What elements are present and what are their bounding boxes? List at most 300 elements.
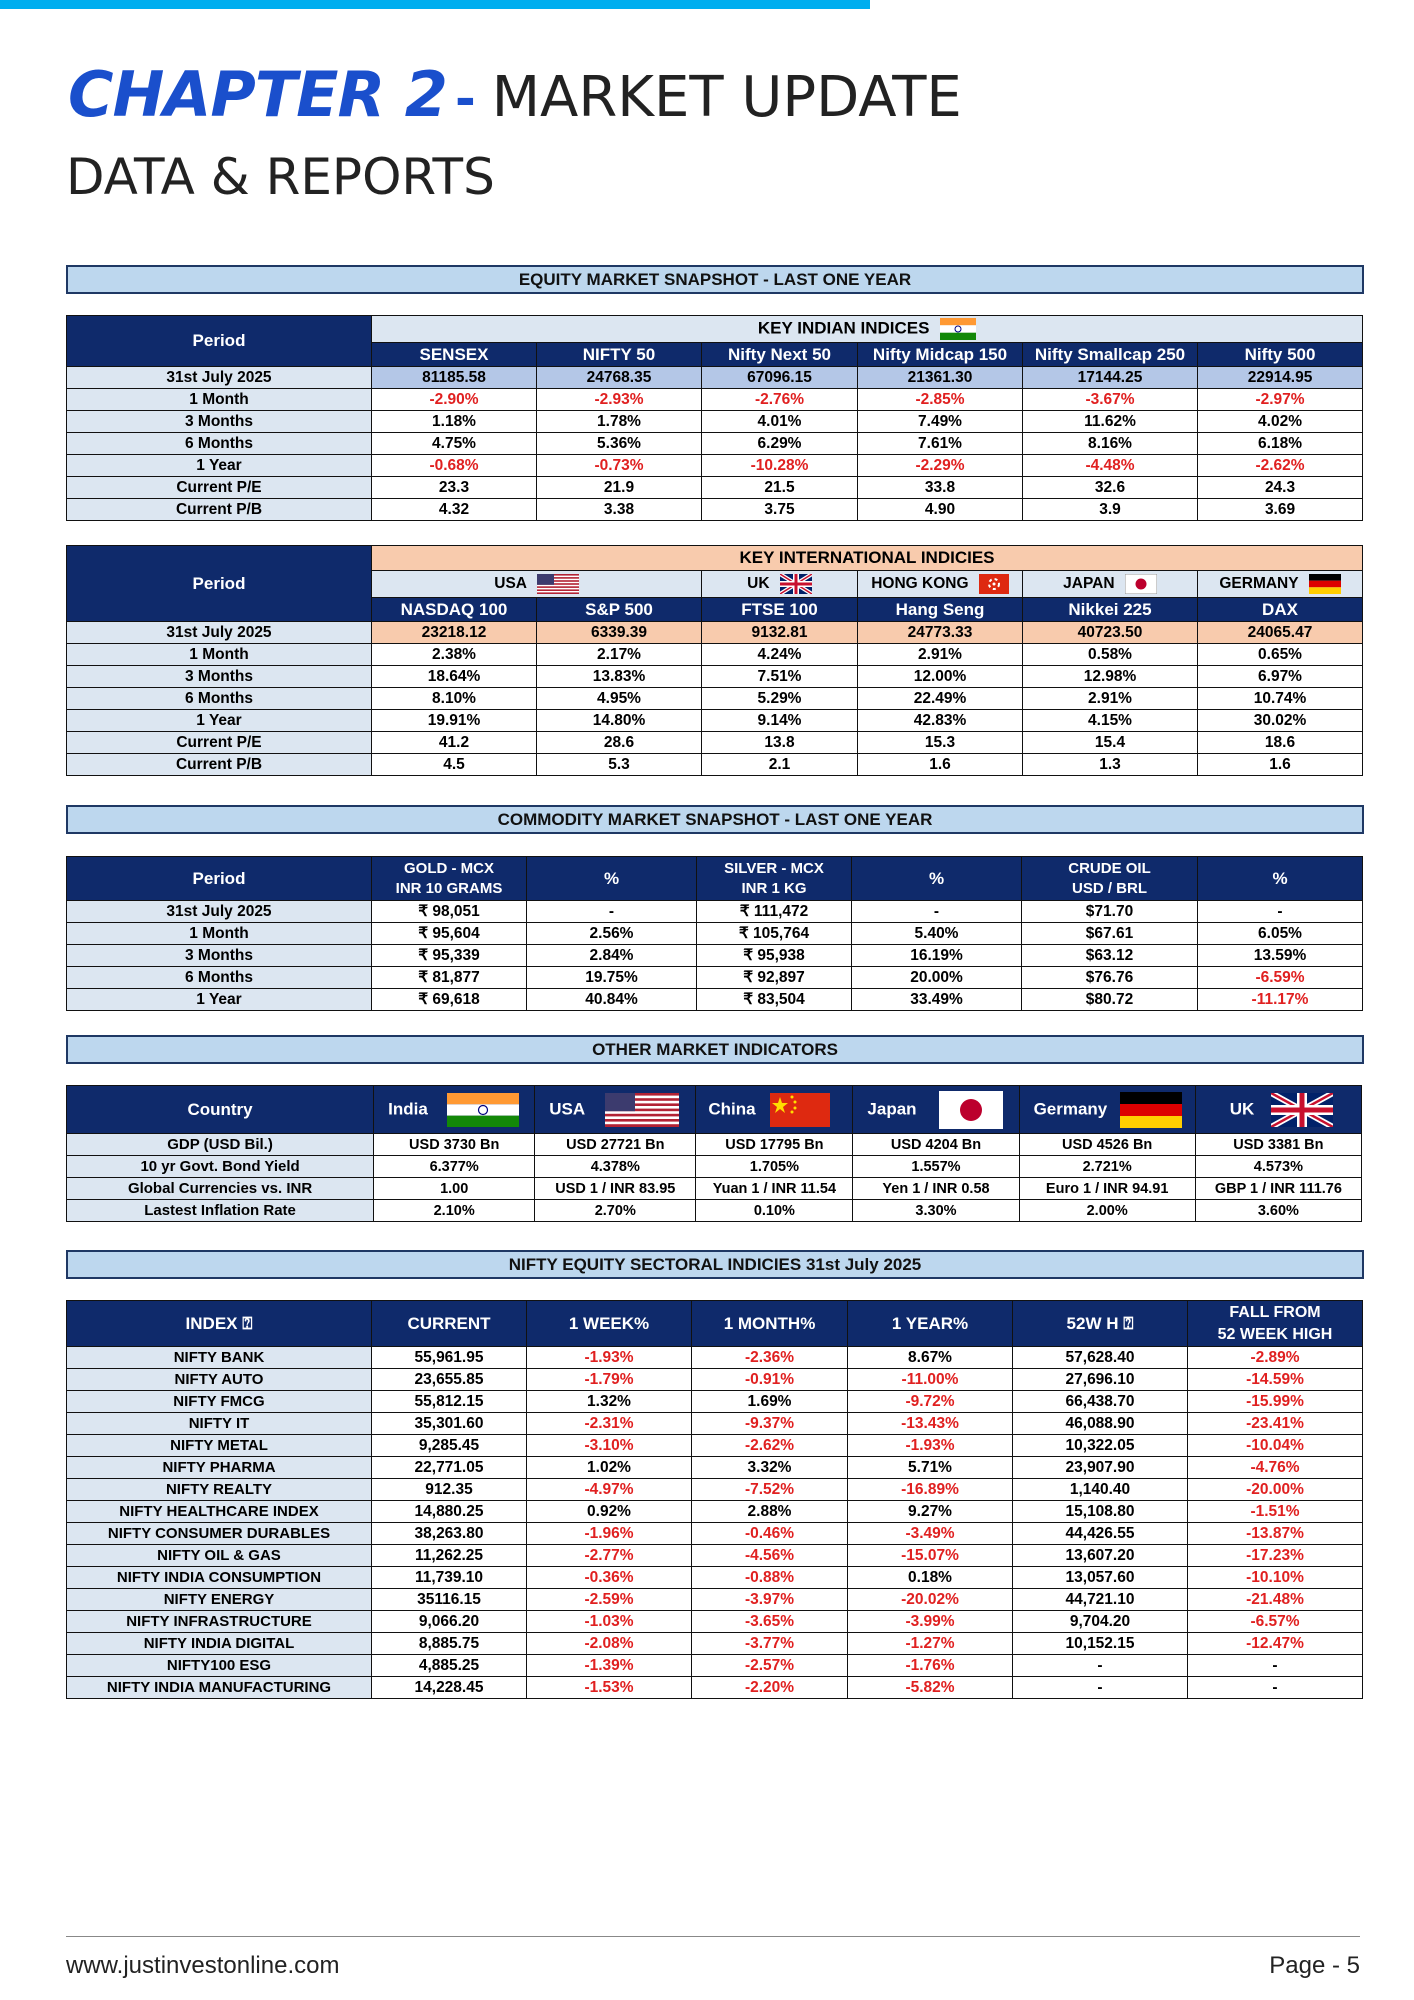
table-cell: 6.05% — [1198, 923, 1363, 945]
country-uk-label: UK — [1229, 1098, 1255, 1118]
col-crude-pct: % — [1198, 857, 1363, 901]
table-cell: 27,696.10 — [1013, 1369, 1188, 1391]
table-cell: -23.41% — [1188, 1413, 1363, 1435]
col-hangseng: Hang Seng — [858, 598, 1023, 622]
row-label: 1 Month — [67, 923, 372, 945]
table-cell: 1.6 — [1198, 754, 1363, 776]
table-cell: -9.37% — [692, 1413, 848, 1435]
col-sensex: SENSEX — [372, 343, 537, 367]
table-cell: 13.83% — [537, 666, 702, 688]
row-label: 31st July 2025 — [67, 901, 372, 923]
table-cell: -2.89% — [1188, 1347, 1363, 1369]
country-japan-label: Japan — [867, 1098, 917, 1118]
table-cell: 4.573% — [1195, 1156, 1361, 1178]
table-cell: 6339.39 — [537, 622, 702, 644]
row-label: NIFTY ENERGY — [67, 1589, 372, 1611]
table-row — [67, 622, 1363, 644]
col-nasdaq: NASDAQ 100 — [372, 598, 537, 622]
top-accent-bar — [0, 0, 870, 9]
title-dash: - — [454, 70, 476, 128]
table-cell: 1.705% — [696, 1156, 853, 1178]
table-cell: -4.48% — [1023, 455, 1198, 477]
table-cell: 2.00% — [1019, 1200, 1195, 1222]
footer-divider — [66, 1936, 1360, 1937]
col-silver-pct: % — [852, 857, 1022, 901]
country-germany-label: Germany — [1033, 1098, 1108, 1118]
table-row — [67, 1134, 1362, 1156]
india-flag-icon — [940, 318, 976, 340]
row-label: NIFTY INFRASTRUCTURE — [67, 1611, 372, 1633]
table-cell: -6.59% — [1198, 967, 1363, 989]
col-index: INDEX ⍰ — [67, 1301, 372, 1347]
row-label: NIFTY CONSUMER DURABLES — [67, 1523, 372, 1545]
table-row — [67, 923, 1363, 945]
india-flag-icon — [447, 1093, 519, 1127]
table-cell: -13.43% — [848, 1413, 1013, 1435]
row-label: Current P/E — [67, 477, 372, 499]
table-cell: - — [1013, 1655, 1188, 1677]
table-cell: 1.32% — [527, 1391, 692, 1413]
table-cell: 0.58% — [1023, 644, 1198, 666]
table-cell: 2.91% — [858, 644, 1023, 666]
table-cell: ₹ 92,897 — [697, 967, 852, 989]
table-cell: -2.59% — [527, 1589, 692, 1611]
table-cell: 40.84% — [527, 989, 697, 1011]
row-label: 6 Months — [67, 967, 372, 989]
table-cell: -1.96% — [527, 1523, 692, 1545]
country-usa-label: USA — [494, 575, 527, 593]
table-cell: 4,885.25 — [372, 1655, 527, 1677]
col-current: CURRENT — [372, 1301, 527, 1347]
col-nikkei: Nikkei 225 — [1023, 598, 1198, 622]
table-cell: -4.76% — [1188, 1457, 1363, 1479]
indian-indices-table — [66, 315, 1363, 521]
country-header: Country — [67, 1086, 374, 1134]
table-cell: 6.29% — [702, 433, 858, 455]
table-cell: 2.56% — [527, 923, 697, 945]
row-label: NIFTY REALTY — [67, 1479, 372, 1501]
row-label: Current P/B — [67, 499, 372, 521]
table-cell: 46,088.90 — [1013, 1413, 1188, 1435]
table-cell: USD 27721 Bn — [535, 1134, 696, 1156]
table-cell: 18.6 — [1198, 732, 1363, 754]
row-label: Current P/E — [67, 732, 372, 754]
row-label: NIFTY OIL & GAS — [67, 1545, 372, 1567]
table-cell: -4.97% — [527, 1479, 692, 1501]
table-cell: ₹ 69,618 — [372, 989, 527, 1011]
table-cell: 15.3 — [858, 732, 1023, 754]
table-cell: 55,961.95 — [372, 1347, 527, 1369]
table-cell: 24768.35 — [537, 367, 702, 389]
table-cell: -11.00% — [848, 1369, 1013, 1391]
table-cell: GBP 1 / INR 111.76 — [1195, 1178, 1361, 1200]
table-cell: 2.17% — [537, 644, 702, 666]
table-cell: 9.27% — [848, 1501, 1013, 1523]
table-cell: -2.31% — [527, 1413, 692, 1435]
table-cell: 16.19% — [852, 945, 1022, 967]
col-1month: 1 MONTH% — [692, 1301, 848, 1347]
usa-flag-icon — [537, 574, 579, 594]
table-cell: 4.378% — [535, 1156, 696, 1178]
table-cell: 2.1 — [702, 754, 858, 776]
table-cell: 7.49% — [858, 411, 1023, 433]
country-usa-label: USA — [549, 1098, 585, 1118]
table-row — [67, 1200, 1362, 1222]
table-cell: 11.62% — [1023, 411, 1198, 433]
col-fall-line2: 52 WEEK HIGH — [1217, 1325, 1333, 1343]
table-row — [67, 411, 1363, 433]
table-cell: 14,228.45 — [372, 1677, 527, 1699]
table-cell: -3.97% — [692, 1589, 848, 1611]
table-cell: 6.377% — [374, 1156, 535, 1178]
table-cell: -6.57% — [1188, 1611, 1363, 1633]
table-cell: -2.97% — [1198, 389, 1363, 411]
table-cell: Yen 1 / INR 0.58 — [853, 1178, 1019, 1200]
table-cell: -2.77% — [527, 1545, 692, 1567]
table-cell: -0.91% — [692, 1369, 848, 1391]
table-cell: 4.75% — [372, 433, 537, 455]
table-cell: -16.89% — [848, 1479, 1013, 1501]
table-cell: 21.5 — [702, 477, 858, 499]
table-cell: -2.93% — [537, 389, 702, 411]
table-cell: 14.80% — [537, 710, 702, 732]
table-cell: 10.74% — [1198, 688, 1363, 710]
table-cell: -2.36% — [692, 1347, 848, 1369]
table-cell: 40723.50 — [1023, 622, 1198, 644]
table-cell: 42.83% — [858, 710, 1023, 732]
table-row — [67, 1589, 1363, 1611]
col-nifty-smallcap: Nifty Smallcap 250 — [1023, 343, 1198, 367]
table-cell: ₹ 95,604 — [372, 923, 527, 945]
table-cell: 22.49% — [858, 688, 1023, 710]
table-cell: -1.76% — [848, 1655, 1013, 1677]
col-silver-line1: SILVER - MCX — [724, 859, 824, 877]
col-52wh: 52W H ⍰ — [1013, 1301, 1188, 1347]
table-cell: 3.9 — [1023, 499, 1198, 521]
table-cell: 1,140.40 — [1013, 1479, 1188, 1501]
table-row — [67, 499, 1363, 521]
country-usa — [535, 1086, 696, 1134]
table-cell: 3.60% — [1195, 1200, 1361, 1222]
col-gold-line2: INR 10 GRAMS — [395, 879, 503, 897]
table-cell: -2.29% — [858, 455, 1023, 477]
sectoral-band: NIFTY EQUITY SECTORAL INDICIES 31st July 2025 — [66, 1250, 1364, 1279]
table-cell: -10.10% — [1188, 1567, 1363, 1589]
table-cell: 0.65% — [1198, 644, 1363, 666]
period-header: Period — [67, 857, 372, 901]
row-label: 31st July 2025 — [67, 622, 372, 644]
table-cell: -1.53% — [527, 1677, 692, 1699]
table-row — [67, 389, 1363, 411]
table-cell: 4.24% — [702, 644, 858, 666]
table-cell: -3.99% — [848, 1611, 1013, 1633]
table-cell: 10,152.15 — [1013, 1633, 1188, 1655]
table-cell: 9,704.20 — [1013, 1611, 1188, 1633]
table-cell: 7.51% — [702, 666, 858, 688]
table-row — [67, 666, 1363, 688]
country-japan-label: JAPAN — [1063, 575, 1115, 593]
country-china-label: China — [708, 1098, 756, 1118]
table-cell: 32.6 — [1023, 477, 1198, 499]
table-row — [67, 1347, 1363, 1369]
table-cell: 24.3 — [1198, 477, 1363, 499]
equity-band: EQUITY MARKET SNAPSHOT - LAST ONE YEAR — [66, 265, 1364, 294]
table-cell: 55,812.15 — [372, 1391, 527, 1413]
indian-rows — [67, 367, 1363, 521]
table-cell: 35116.15 — [372, 1589, 527, 1611]
row-label: 1 Year — [67, 710, 372, 732]
table-cell: 28.6 — [537, 732, 702, 754]
table-cell: -5.82% — [848, 1677, 1013, 1699]
table-cell: - — [1198, 901, 1363, 923]
table-cell: 24065.47 — [1198, 622, 1363, 644]
country-china — [696, 1086, 853, 1134]
table-cell: ₹ 98,051 — [372, 901, 527, 923]
table-cell: - — [1188, 1655, 1363, 1677]
table-row — [67, 732, 1363, 754]
page-title: MARKET UPDATE — [491, 65, 962, 130]
table-cell: 2.91% — [1023, 688, 1198, 710]
table-cell: -7.52% — [692, 1479, 848, 1501]
table-cell: 11,262.25 — [372, 1545, 527, 1567]
table-cell: 2.38% — [372, 644, 537, 666]
page-subtitle: DATA & REPORTS — [66, 148, 495, 206]
table-row — [67, 688, 1363, 710]
other-rows — [67, 1134, 1362, 1222]
table-cell: -0.36% — [527, 1567, 692, 1589]
col-dax: DAX — [1198, 598, 1363, 622]
table-cell: 13.59% — [1198, 945, 1363, 967]
table-cell: -3.67% — [1023, 389, 1198, 411]
row-label: NIFTY AUTO — [67, 1369, 372, 1391]
table-cell: 5.40% — [852, 923, 1022, 945]
table-row — [67, 1611, 1363, 1633]
table-cell: - — [527, 901, 697, 923]
table-cell: -21.48% — [1188, 1589, 1363, 1611]
table-row — [67, 1633, 1363, 1655]
chapter-title — [68, 58, 962, 138]
japan-flag-icon — [1125, 574, 1157, 594]
table-cell: ₹ 111,472 — [697, 901, 852, 923]
table-cell: -2.90% — [372, 389, 537, 411]
table-cell: Euro 1 / INR 94.91 — [1019, 1178, 1195, 1200]
table-cell: 9,285.45 — [372, 1435, 527, 1457]
table-row — [67, 367, 1363, 389]
table-cell: -2.62% — [692, 1435, 848, 1457]
table-cell: -15.99% — [1188, 1391, 1363, 1413]
table-cell: $71.70 — [1022, 901, 1198, 923]
sectoral-rows — [67, 1347, 1363, 1699]
table-cell: 1.00 — [374, 1178, 535, 1200]
uk-flag-icon — [1271, 1093, 1333, 1127]
table-cell: 1.557% — [853, 1156, 1019, 1178]
table-cell: -14.59% — [1188, 1369, 1363, 1391]
table-cell: 30.02% — [1198, 710, 1363, 732]
table-cell: 44,426.55 — [1013, 1523, 1188, 1545]
row-label: NIFTY INDIA MANUFACTURING — [67, 1677, 372, 1699]
table-cell: -15.07% — [848, 1545, 1013, 1567]
row-label: NIFTY IT — [67, 1413, 372, 1435]
table-cell: 4.15% — [1023, 710, 1198, 732]
table-cell: USD 3730 Bn — [374, 1134, 535, 1156]
indian-group-title — [372, 316, 1363, 343]
table-cell: 81185.58 — [372, 367, 537, 389]
table-cell: 912.35 — [372, 1479, 527, 1501]
table-cell: 5.3 — [537, 754, 702, 776]
table-cell: -0.46% — [692, 1523, 848, 1545]
table-cell: 3.30% — [853, 1200, 1019, 1222]
table-cell: 11,739.10 — [372, 1567, 527, 1589]
table-cell: 1.18% — [372, 411, 537, 433]
table-row — [67, 901, 1363, 923]
table-cell: ₹ 83,504 — [697, 989, 852, 1011]
table-cell: 38,263.80 — [372, 1523, 527, 1545]
intl-rows — [67, 622, 1363, 776]
table-cell: 66,438.70 — [1013, 1391, 1188, 1413]
table-row — [67, 1545, 1363, 1567]
table-cell: 1.3 — [1023, 754, 1198, 776]
table-cell: 1.6 — [858, 754, 1023, 776]
table-cell: 4.02% — [1198, 411, 1363, 433]
country-uk — [702, 571, 858, 598]
table-cell: 8.10% — [372, 688, 537, 710]
col-nifty50: NIFTY 50 — [537, 343, 702, 367]
table-cell: 15.4 — [1023, 732, 1198, 754]
row-label: Current P/B — [67, 754, 372, 776]
col-sp500: S&P 500 — [537, 598, 702, 622]
table-cell: 23,655.85 — [372, 1369, 527, 1391]
table-cell: 4.5 — [372, 754, 537, 776]
table-row — [67, 1435, 1363, 1457]
table-cell: 4.90 — [858, 499, 1023, 521]
table-row — [67, 455, 1363, 477]
table-cell: 9,066.20 — [372, 1611, 527, 1633]
table-cell: 41.2 — [372, 732, 537, 754]
row-label: 6 Months — [67, 688, 372, 710]
row-label: NIFTY INDIA DIGITAL — [67, 1633, 372, 1655]
table-cell: 57,628.40 — [1013, 1347, 1188, 1369]
table-cell: -0.68% — [372, 455, 537, 477]
country-usa — [372, 571, 702, 598]
table-cell: -2.08% — [527, 1633, 692, 1655]
col-gold-pct: % — [527, 857, 697, 901]
row-label: NIFTY100 ESG — [67, 1655, 372, 1677]
table-cell: 20.00% — [852, 967, 1022, 989]
table-cell: -9.72% — [848, 1391, 1013, 1413]
table-cell: 33.49% — [852, 989, 1022, 1011]
table-row — [67, 1479, 1363, 1501]
country-hongkong-label: HONG KONG — [871, 575, 969, 593]
table-cell: -20.00% — [1188, 1479, 1363, 1501]
table-cell: 1.78% — [537, 411, 702, 433]
table-cell: ₹ 81,877 — [372, 967, 527, 989]
table-cell: 7.61% — [858, 433, 1023, 455]
country-uk-label: UK — [747, 575, 770, 593]
table-cell: -13.87% — [1188, 1523, 1363, 1545]
country-germany — [1019, 1086, 1195, 1134]
table-row — [67, 1655, 1363, 1677]
table-cell: 13,607.20 — [1013, 1545, 1188, 1567]
row-label: GDP (USD Bil.) — [67, 1134, 374, 1156]
table-cell: 19.91% — [372, 710, 537, 732]
table-cell: 2.84% — [527, 945, 697, 967]
col-silver — [697, 857, 852, 901]
table-row — [67, 989, 1363, 1011]
row-label: 6 Months — [67, 433, 372, 455]
table-cell: 21361.30 — [858, 367, 1023, 389]
table-cell: USD 1 / INR 83.95 — [535, 1178, 696, 1200]
table-cell: ₹ 95,938 — [697, 945, 852, 967]
table-cell: 12.00% — [858, 666, 1023, 688]
col-nifty-midcap: Nifty Midcap 150 — [858, 343, 1023, 367]
table-cell: 19.75% — [527, 967, 697, 989]
commodity-rows — [67, 901, 1363, 1011]
japan-flag-icon — [939, 1091, 1003, 1129]
table-cell: 4.32 — [372, 499, 537, 521]
table-cell: -3.49% — [848, 1523, 1013, 1545]
row-label: 3 Months — [67, 945, 372, 967]
table-cell: -1.79% — [527, 1369, 692, 1391]
table-cell: -0.88% — [692, 1567, 848, 1589]
table-cell: 5.36% — [537, 433, 702, 455]
intl-group-title: KEY INTERNATIONAL INDICIES — [372, 546, 1363, 571]
table-cell: -2.62% — [1198, 455, 1363, 477]
country-hongkong — [858, 571, 1023, 598]
table-cell: 13,057.60 — [1013, 1567, 1188, 1589]
country-japan — [853, 1086, 1019, 1134]
footer-website[interactable]: www.justinvestonline.com — [66, 1952, 340, 1979]
table-cell: 2.721% — [1019, 1156, 1195, 1178]
table-cell: -2.20% — [692, 1677, 848, 1699]
table-cell: 2.70% — [535, 1200, 696, 1222]
table-cell: -1.39% — [527, 1655, 692, 1677]
table-cell: ₹ 105,764 — [697, 923, 852, 945]
table-cell: 24773.33 — [858, 622, 1023, 644]
table-cell: -4.56% — [692, 1545, 848, 1567]
other-indicators-table — [66, 1085, 1362, 1222]
table-cell: -10.28% — [702, 455, 858, 477]
table-cell: $80.72 — [1022, 989, 1198, 1011]
table-row — [67, 967, 1363, 989]
col-gold — [372, 857, 527, 901]
table-cell: 3.32% — [692, 1457, 848, 1479]
table-cell: USD 4526 Bn — [1019, 1134, 1195, 1156]
table-cell: 4.95% — [537, 688, 702, 710]
table-cell: -3.77% — [692, 1633, 848, 1655]
table-cell: -3.65% — [692, 1611, 848, 1633]
sectoral-table — [66, 1300, 1363, 1699]
germany-flag-icon — [1309, 574, 1341, 594]
table-cell: -12.47% — [1188, 1633, 1363, 1655]
col-silver-line2: INR 1 KG — [741, 879, 807, 897]
row-label: Global Currencies vs. INR — [67, 1178, 374, 1200]
row-label: NIFTY FMCG — [67, 1391, 372, 1413]
table-cell: USD 17795 Bn — [696, 1134, 853, 1156]
col-nifty500: Nifty 500 — [1198, 343, 1363, 367]
table-cell: 67096.15 — [702, 367, 858, 389]
commodity-table — [66, 856, 1363, 1011]
col-fall-line1: FALL FROM — [1229, 1303, 1321, 1321]
row-label: 10 yr Govt. Bond Yield — [67, 1156, 374, 1178]
table-cell: 14,880.25 — [372, 1501, 527, 1523]
table-cell: 2.10% — [374, 1200, 535, 1222]
table-row — [67, 1523, 1363, 1545]
table-row — [67, 945, 1363, 967]
period-header: Period — [67, 316, 372, 367]
chapter-label: CHAPTER 2 — [68, 58, 447, 131]
table-cell: 8.16% — [1023, 433, 1198, 455]
period-header: Period — [67, 546, 372, 622]
